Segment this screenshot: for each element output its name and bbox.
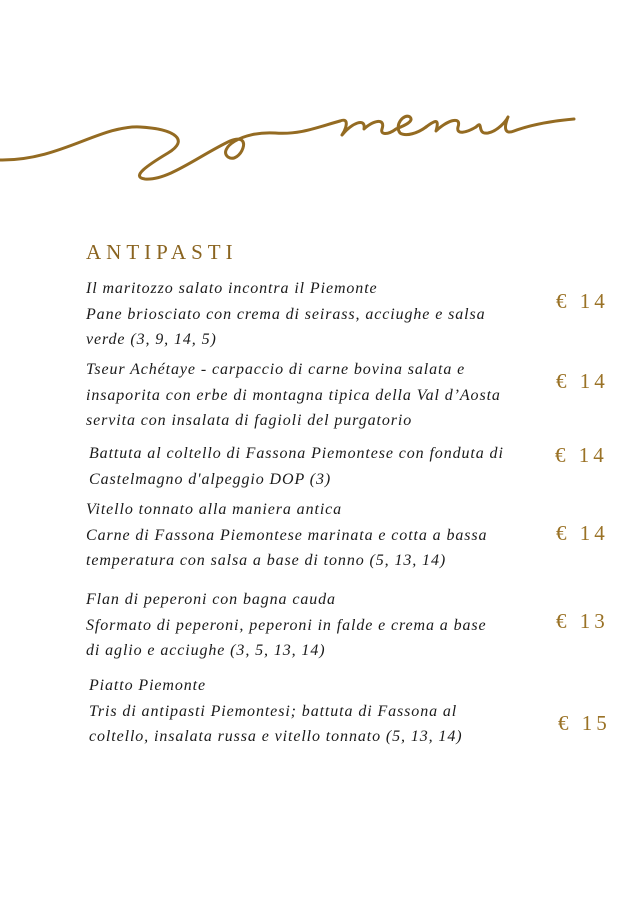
dish-price: € 13: [556, 609, 609, 633]
dish-description: Vitello tonnato alla maniera antica Carne di Fassona Piemontese marinata e cotta a bassa temperatura con salsa a base di tonno (5, 13, 14): [86, 501, 488, 569]
dish-price: € 14: [556, 521, 609, 545]
dish-description: Flan di peperoni con bagna cauda Sformato di peperoni, peperoni in falde e crema a base di aglio e acciughe (3, 5, 13, 14): [86, 591, 487, 659]
dish-price: € 14: [556, 289, 609, 313]
dish-description: Piatto Piemonte Tris di antipasti Piemontesi; battuta di Fassona al coltello, insalata russa e vitello tonnato (5, 13, 14): [89, 677, 463, 745]
dish-price: € 15: [558, 711, 611, 735]
dish-description: Battuta al coltello di Fassona Piemontese con fonduta di Castelmagno d'alpeggio DOP (3): [89, 445, 504, 488]
dish-description: Tseur Achétaye - carpaccio di carne bovina salata e insaporita con erbe di montagna tipica della Val d’Aosta servita con insalata di fagioli del purgatorio: [86, 361, 501, 429]
section-title: ANTIPASTI: [86, 240, 238, 264]
menu-script-logo: [0, 95, 640, 195]
dish-description: Il maritozzo salato incontra il Piemonte Pane briosciato con crema di seirass, acciughe e salsa verde (3, 9, 14, 5): [86, 280, 486, 348]
dish-price: € 14: [555, 443, 608, 467]
dish-price: € 14: [556, 369, 609, 393]
